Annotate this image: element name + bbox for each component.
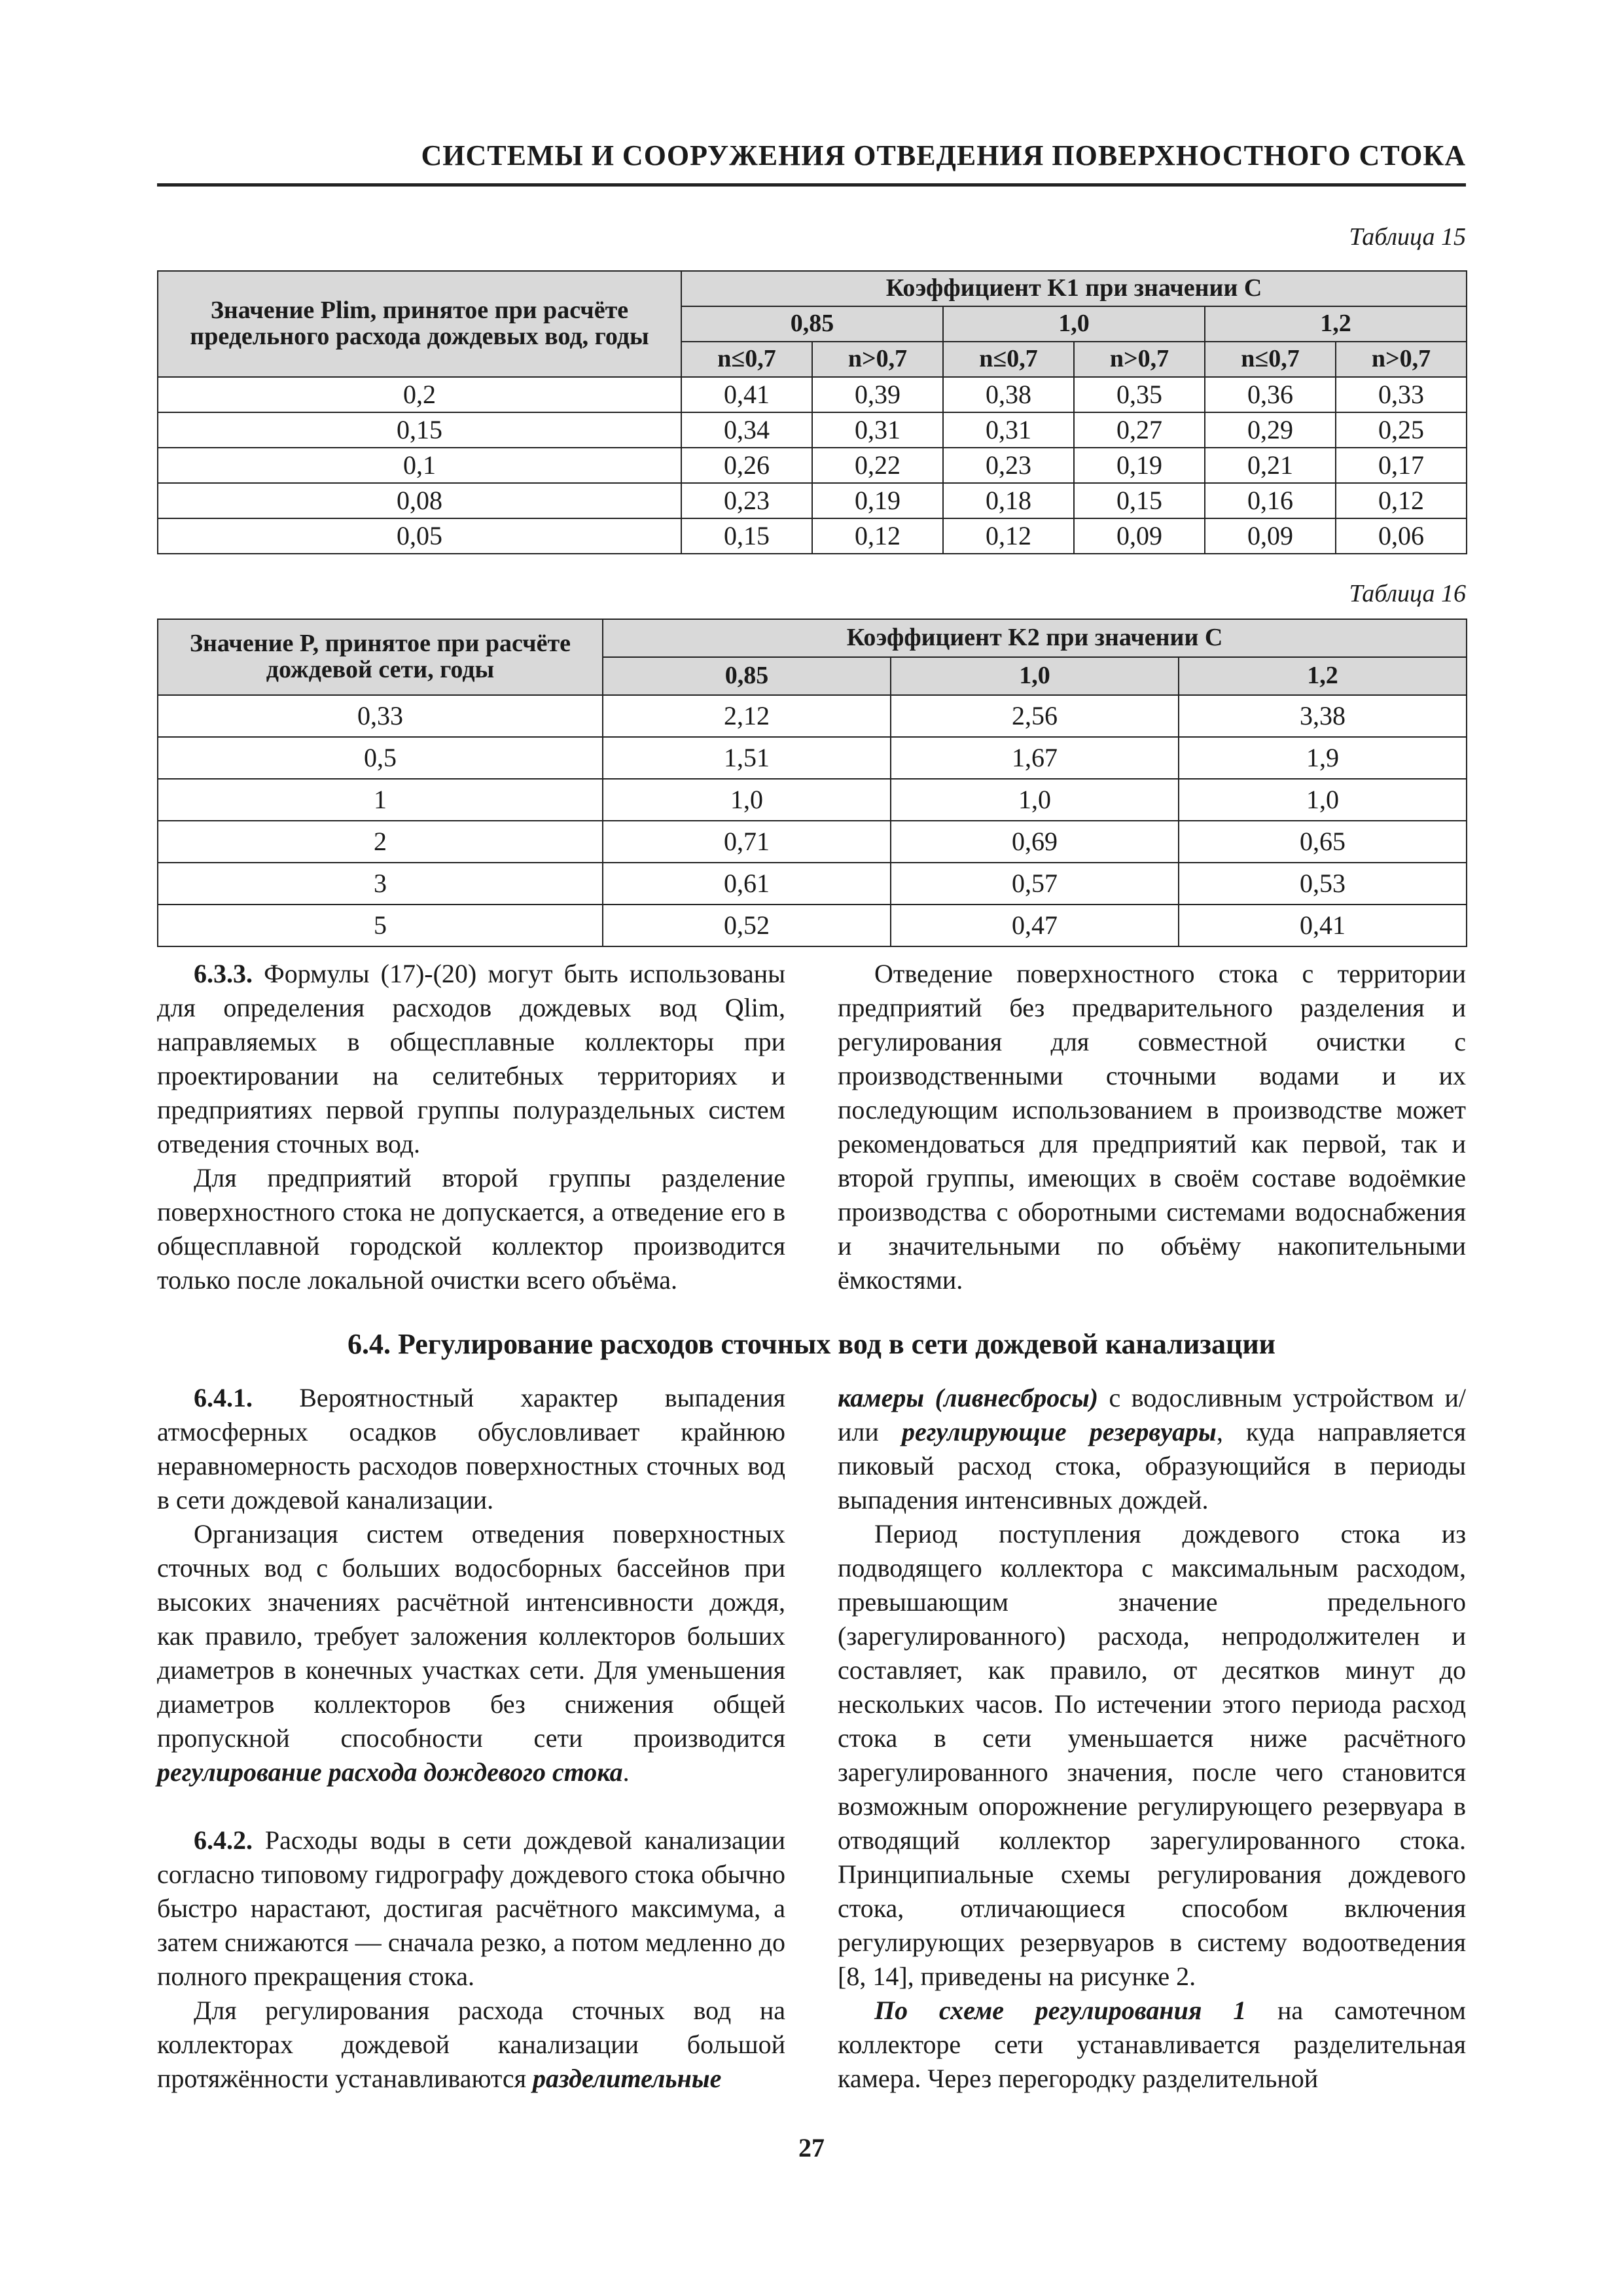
table-cell: 0,53 <box>1179 863 1467 905</box>
table-cell: 0,57 <box>891 863 1179 905</box>
table-15-c-header: 1,0 <box>943 306 1205 342</box>
table-16 <box>157 619 1467 947</box>
table-cell: 0,61 <box>603 863 891 905</box>
paragraph-text: Организация систем отведения поверхностных сточных вод с больших водосборных бассейнов при высоких значениях расчётной интенсивности дождя, как правило, требует заложения коллекторов больших диаметров в конечных участках сети. Для уменьшения диаметров коллекторов без снижения общей пропускной способности сети производится <box>157 1519 785 1753</box>
table-cell: 0,22 <box>812 448 943 483</box>
table-16-c-header: 1,2 <box>1179 657 1467 695</box>
table-row <box>158 518 1467 554</box>
table-16-group-header: Коэффициент K2 при значении C <box>603 619 1467 657</box>
paragraph <box>157 1381 785 1517</box>
section-633-left-column <box>157 957 785 1297</box>
table-15-n-header: n≤0,7 <box>943 342 1074 377</box>
table-cell: 0,19 <box>1074 448 1205 483</box>
page-number: 27 <box>798 2133 825 2162</box>
table-cell: 0,15 <box>681 518 812 554</box>
table-cell: 0,18 <box>943 483 1074 518</box>
emphasis-term: разделительные <box>533 2064 722 2093</box>
table-cell: 3,38 <box>1179 695 1467 737</box>
paragraph <box>157 1823 785 1994</box>
table-cell: 0,12 <box>812 518 943 554</box>
paragraph: Отведение поверхностного стока с территории предприятий без предварительного разделения и регулирования для совместной очистки с производственными сточными водами и их последующим использованием в производстве может рекомендоваться для предприятий как первой, так и второй группы, имеющих в своём составе водоёмкие производства с оборотными системами водоснабжения и значительными по объёму накопительными ёмкостями. <box>838 959 1466 1295</box>
table-cell: 0,29 <box>1205 412 1336 448</box>
table-cell: 2,56 <box>891 695 1179 737</box>
table-16-body <box>158 695 1467 946</box>
table-15-caption: Таблица 15 <box>1349 223 1466 251</box>
table-cell: 0,12 <box>943 518 1074 554</box>
emphasis-term: По схеме регулирования 1 <box>874 1996 1247 2025</box>
paragraph-text: Расходы воды в сети дождевой канализации согласно типовому гидрографу дождевого стока обычно быстро нарастают, достигая расчётного максимума, а затем снижаются — сначала резко, а потом медленно до полного прекращения стока. <box>157 1825 785 1991</box>
table-cell: 0,34 <box>681 412 812 448</box>
table-15-n-header: n≤0,7 <box>681 342 812 377</box>
emphasis-term: камеры (ливнесбросы) <box>838 1383 1099 1412</box>
table-cell: 0,31 <box>812 412 943 448</box>
table-cell: 0,35 <box>1074 377 1205 412</box>
table-cell: 0,33 <box>158 695 603 737</box>
table-cell: 0,47 <box>891 905 1179 946</box>
paragraph-text: , куда направляется пиковый расход стока, образующийся в периоды выпадения интенсивных дождей. <box>838 1417 1466 1515</box>
table-row <box>158 695 1467 737</box>
table-15-group-header: Коэффициент K1 при значении C <box>681 271 1467 306</box>
table-cell: 0,15 <box>158 412 681 448</box>
table-cell: 0,52 <box>603 905 891 946</box>
clause-number: 6.3.3. <box>194 959 253 988</box>
table-cell: 0,33 <box>1336 377 1467 412</box>
paragraph-text: Вероятностный характер выпадения атмосферных осадков обусловливает крайнюю неравномерность расходов поверхностных сточных вод в сети дождевой канализации. <box>157 1383 785 1515</box>
table-cell: 0,41 <box>681 377 812 412</box>
paragraph-text: с водосливным устройством и/или <box>838 1383 1466 1446</box>
table-15 <box>157 270 1467 554</box>
table-cell: 1,51 <box>603 737 891 779</box>
paragraph <box>157 1517 785 1789</box>
table-16-c-header: 1,0 <box>891 657 1179 695</box>
clause-number: 6.4.1. <box>194 1383 253 1412</box>
table-cell: 0,15 <box>1074 483 1205 518</box>
paragraph <box>838 1381 1466 1517</box>
table-16-c-header: 0,85 <box>603 657 891 695</box>
table-cell: 1,0 <box>1179 779 1467 821</box>
header-rule <box>157 183 1466 187</box>
table-cell: 0,27 <box>1074 412 1205 448</box>
table-row <box>158 905 1467 946</box>
table-cell: 0,19 <box>812 483 943 518</box>
emphasis-term: регулирование расхода дождевого стока <box>157 1757 623 1787</box>
emphasis-term: регулирующие резервуары <box>901 1417 1217 1446</box>
table-row <box>158 737 1467 779</box>
table-row <box>158 863 1467 905</box>
table-cell: 0,21 <box>1205 448 1336 483</box>
table-cell: 0,12 <box>1336 483 1467 518</box>
table-cell: 0,2 <box>158 377 681 412</box>
table-cell: 2,12 <box>603 695 891 737</box>
table-cell: 1,67 <box>891 737 1179 779</box>
table-cell: 0,08 <box>158 483 681 518</box>
table-cell: 0,09 <box>1074 518 1205 554</box>
table-cell: 0,25 <box>1336 412 1467 448</box>
section-633-right-column <box>838 957 1466 1297</box>
paragraph-text: Формулы (17)-(20) могут быть использованы для определения расходов дождевых вод Qlim, направляемых в общесплавные коллекторы при проектировании на селитебных территориях и предприятиях первой группы полураздельных систем отведения сточных вод. <box>157 959 785 1158</box>
table-cell: 0,65 <box>1179 821 1467 863</box>
table-cell: 0,23 <box>681 483 812 518</box>
table-row <box>158 821 1467 863</box>
paragraph <box>838 1994 1466 2096</box>
table-cell: 0,39 <box>812 377 943 412</box>
paragraph-text: . <box>622 1757 630 1787</box>
section-title: 6.4. Регулирование расходов сточных вод в сети дождевой канализации <box>347 1328 1276 1360</box>
paragraph <box>157 957 785 1161</box>
table-15-n-header: n≤0,7 <box>1205 342 1336 377</box>
paragraph-text: на самотечном коллекторе сети устанавливается разделительная камера. Через перегородку разделительной <box>838 1996 1466 2093</box>
table-15-n-header: n>0,7 <box>812 342 943 377</box>
table-cell: 0,23 <box>943 448 1074 483</box>
table-cell: 0,5 <box>158 737 603 779</box>
table-cell: 0,71 <box>603 821 891 863</box>
table-row <box>158 483 1467 518</box>
table-cell: 0,41 <box>1179 905 1467 946</box>
table-cell: 1,0 <box>891 779 1179 821</box>
table-cell: 1,0 <box>603 779 891 821</box>
paragraph-text: Для регулирования расхода сточных вод на коллекторах дождевой канализации большой протяжённости устанавливаются <box>157 1996 785 2093</box>
table-15-c-header: 0,85 <box>681 306 943 342</box>
table-row <box>158 448 1467 483</box>
table-cell: 0,06 <box>1336 518 1467 554</box>
table-15-n-header: n>0,7 <box>1074 342 1205 377</box>
table-16-caption: Таблица 16 <box>1349 580 1466 607</box>
paragraph: Для предприятий второй группы разделение поверхностного стока не допускается, а отведение его в общесплавной городской коллектор производится только после локальной очистки всего объёма. <box>157 1163 785 1295</box>
table-row <box>158 377 1467 412</box>
paragraph: Период поступления дождевого стока из подводящего коллектора с максимальным расходом, превышающим значение предельного (зарегулированного) расхода, непродолжителен и составляет, как правило, от десятков минут до нескольких часов. По истечении этого периода расход стока в сети уменьшается ниже расчётного зарегулированного значения, после чего становится возможным опорожнение регулирующего резервуара в отводящий коллектор зарегулированного стока. Принципиальные схемы регулирования дождевого стока, отличающиеся способом включения регулирующих резервуаров в систему водоотведения [8, 14], приведены на рисунке 2. <box>838 1519 1466 1991</box>
table-cell: 1 <box>158 779 603 821</box>
table-row <box>158 779 1467 821</box>
table-cell: 1,9 <box>1179 737 1467 779</box>
table-cell: 0,26 <box>681 448 812 483</box>
table-15-n-header: n>0,7 <box>1336 342 1467 377</box>
table-15-corner-header: Значение Plim, принятое при расчёте предельного расхода дождевых вод, годы <box>158 271 681 377</box>
table-cell: 5 <box>158 905 603 946</box>
section-64-left-column <box>157 1381 785 2096</box>
section-64-right-column <box>838 1381 1466 2096</box>
table-cell: 0,16 <box>1205 483 1336 518</box>
paragraph <box>157 1994 785 2096</box>
clause-number: 6.4.2. <box>194 1825 253 1855</box>
table-15-c-header: 1,2 <box>1205 306 1467 342</box>
running-head: СИСТЕМЫ И СООРУЖЕНИЯ ОТВЕДЕНИЯ ПОВЕРХНОСТНОГО СТОКА <box>421 139 1466 171</box>
table-15-body <box>158 377 1467 554</box>
table-row <box>158 412 1467 448</box>
table-16-corner-header: Значение P, принятое при расчёте дождевой сети, годы <box>158 619 603 695</box>
table-cell: 0,69 <box>891 821 1179 863</box>
table-cell: 3 <box>158 863 603 905</box>
table-cell: 0,1 <box>158 448 681 483</box>
table-cell: 0,17 <box>1336 448 1467 483</box>
table-cell: 2 <box>158 821 603 863</box>
table-cell: 0,05 <box>158 518 681 554</box>
table-cell: 0,31 <box>943 412 1074 448</box>
table-cell: 0,36 <box>1205 377 1336 412</box>
table-cell: 0,38 <box>943 377 1074 412</box>
table-cell: 0,09 <box>1205 518 1336 554</box>
